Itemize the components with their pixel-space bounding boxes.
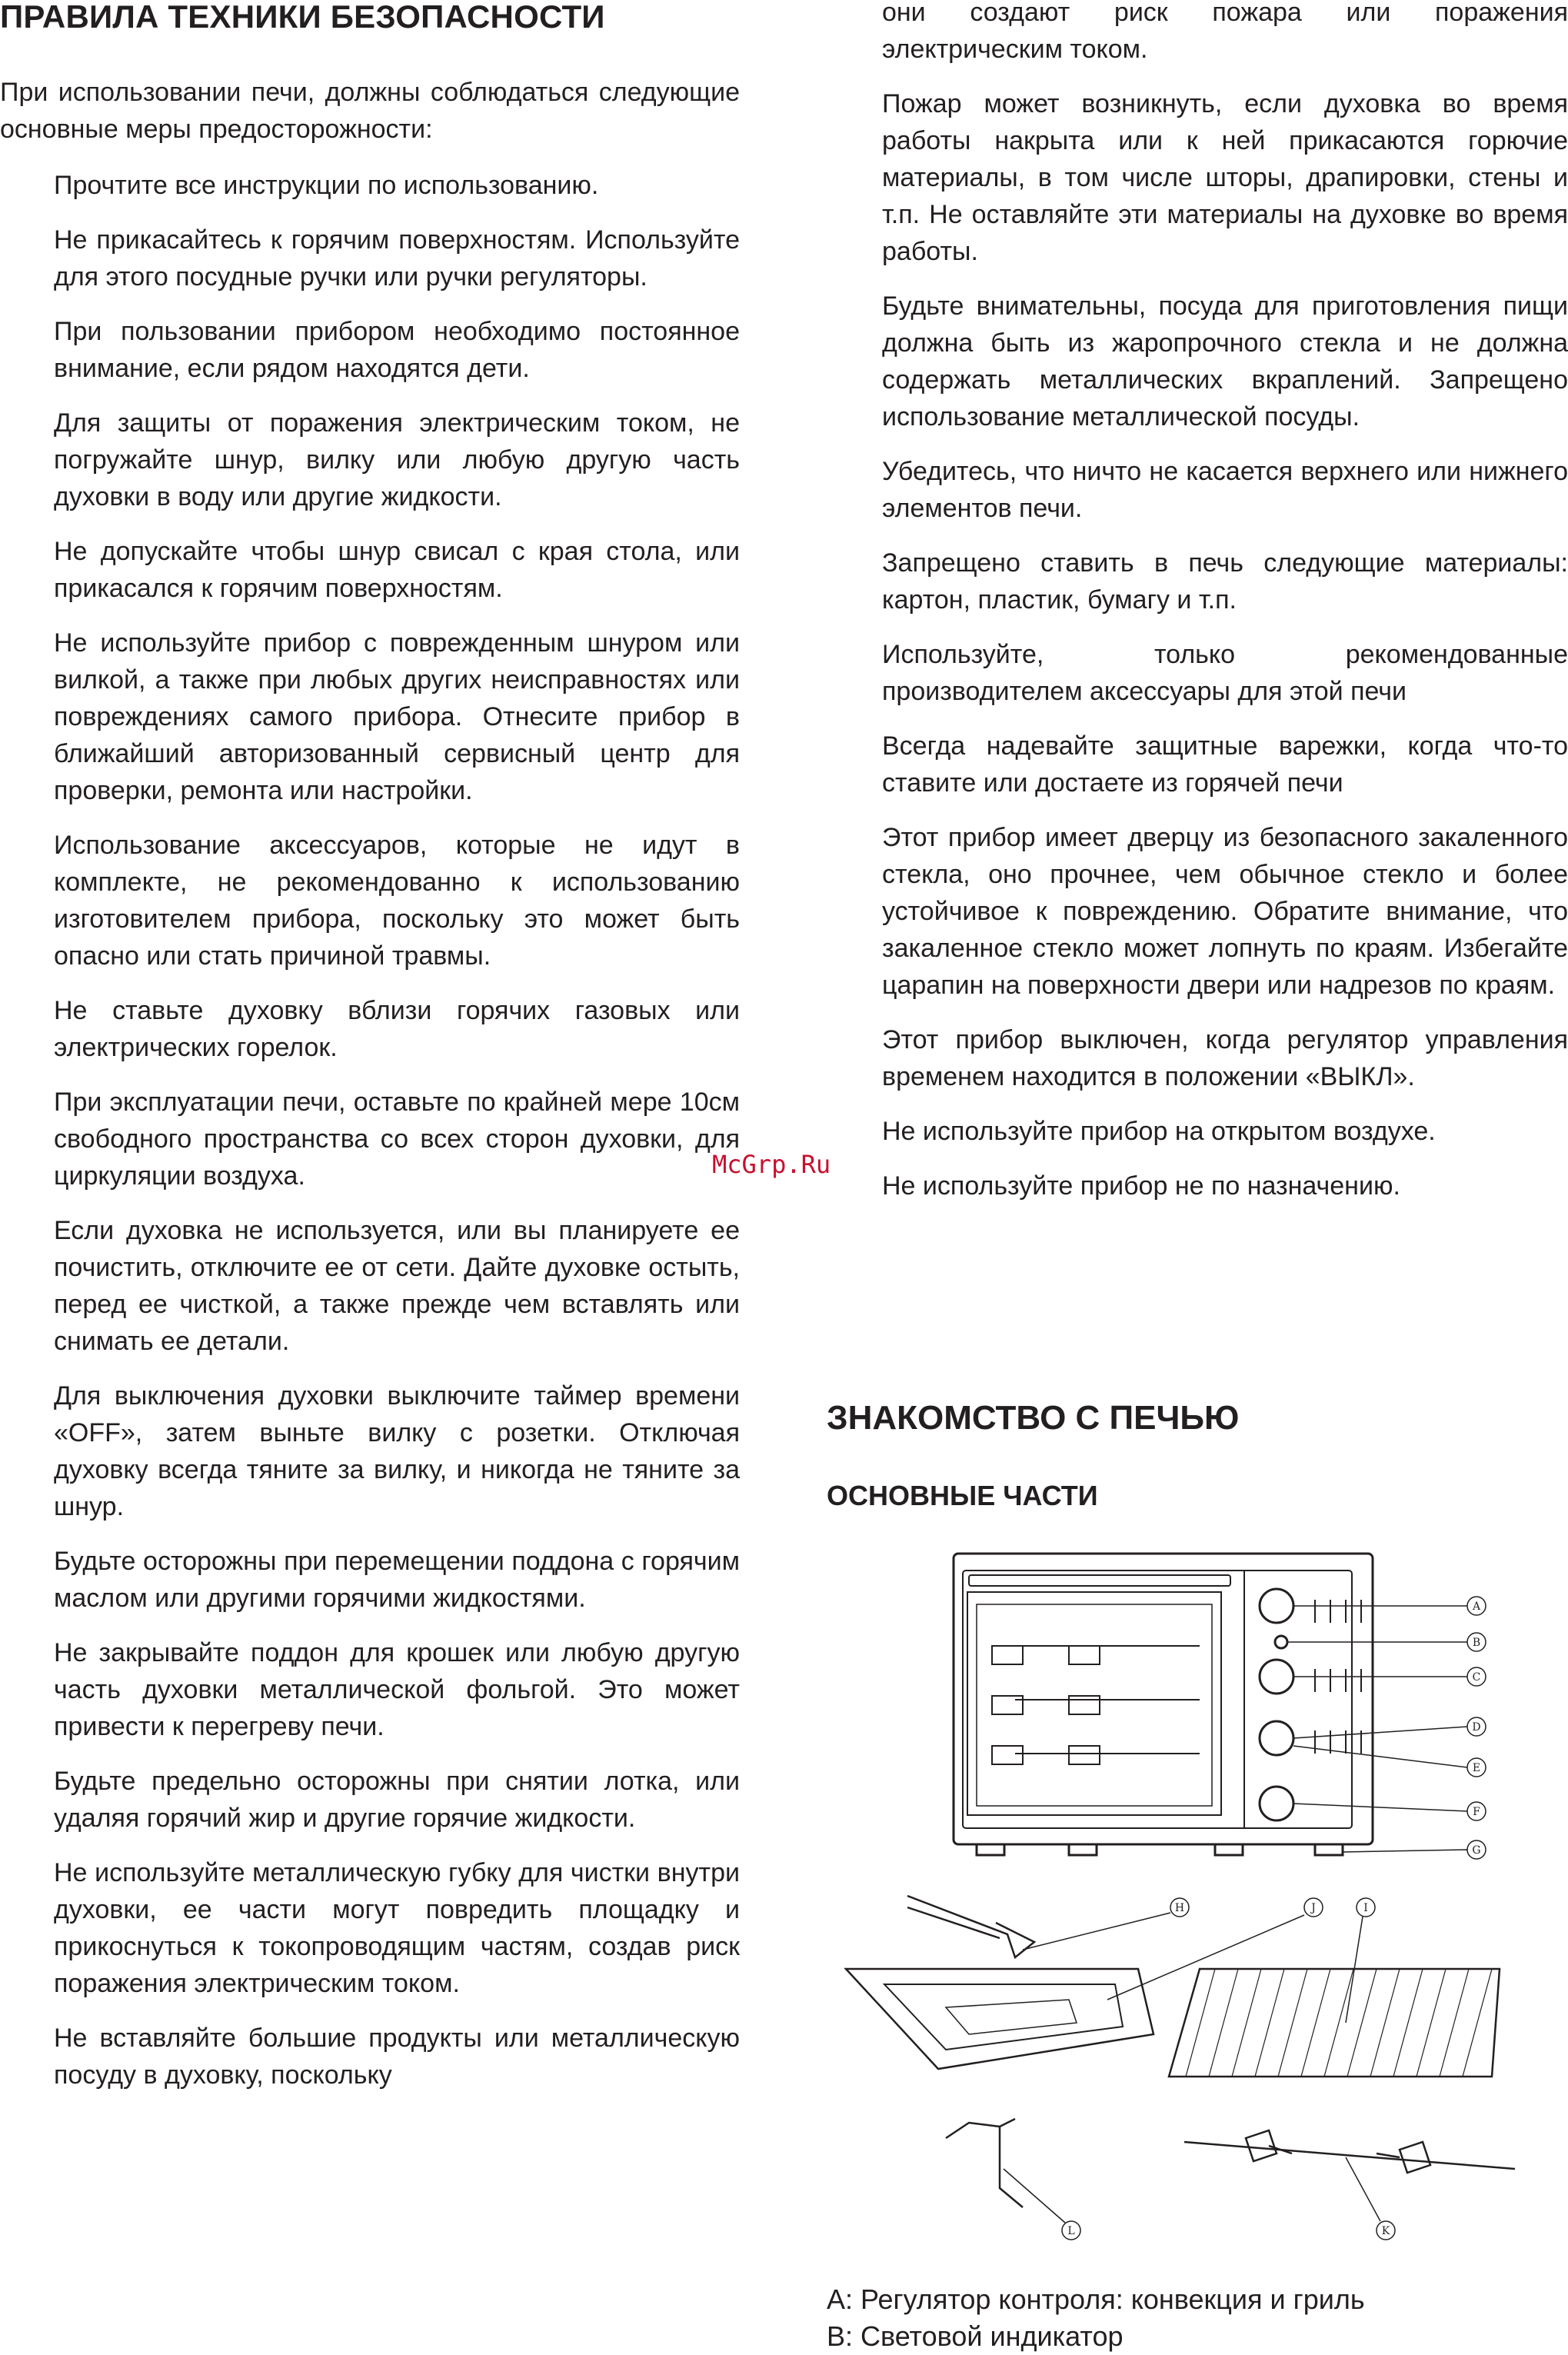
callout-l: L	[1067, 2225, 1075, 2237]
list-item: Будьте осторожны при перемещении поддона с горячим маслом или другими горячими жидкостями.	[54, 1547, 740, 1613]
section-subtitle: ОСНОВНЫЕ ЧАСТИ	[827, 1480, 1098, 1511]
list-item: Убедитесь, что ничто не касается верхнего или нижнего элементов печи.	[882, 457, 1568, 523]
rotisserie-fork-illustration	[907, 1896, 1189, 1957]
safety-title: ПРАВИЛА ТЕХНИКИ БЕЗОПАСНОСТИ	[0, 0, 605, 35]
list-item: Всегда надевайте защитные варежки, когда что-то ставите или достаете из горячей печи	[882, 731, 1568, 798]
callout-a: A	[1472, 1601, 1481, 1613]
right-column	[823, 0, 1568, 1222]
callout-e: E	[1472, 1762, 1481, 1774]
safety-list-right	[823, 0, 1568, 1204]
callout-c: C	[1472, 1671, 1481, 1684]
list-item: При эксплуатации печи, оставьте по крайней мере 10см свободного пространства со всех сторон духовки, для циркуляции воздуха.	[54, 1088, 740, 1191]
callout-d: D	[1472, 1721, 1481, 1734]
wire-rack-illustration	[1169, 1898, 1500, 2077]
safety-intro: При использовании печи, должны соблюдаться следующие основные меры предосторожности:	[0, 78, 740, 144]
list-item: Пожар может возникнуть, если духовка во время работы накрыта или к ней прикасаются горючие материалы, в том числе шторы, драпировки, стены и т.п. Не оставляйте эти материалы на духовке во время работы.	[882, 89, 1568, 266]
list-item: Будьте предельно осторожны при снятии лотка, или удаляя горячий жир и другие горячие жидкости.	[54, 1767, 740, 1833]
section-title: ЗНАКОМСТВО С ПЕЧЬЮ	[827, 1399, 1240, 1437]
legend-item: A: Регулятор контроля: конвекция и гриль	[827, 2283, 1365, 2315]
list-item: Не закрывайте поддон для крошек или любую другую часть духовки металлической фольгой. Это может привести к перегреву печи.	[54, 1638, 740, 1741]
indicator-b	[1275, 1636, 1287, 1648]
knob-d	[1260, 1721, 1293, 1755]
callout-j: J	[1311, 1902, 1316, 1914]
list-item: Запрещено ставить в печь следующие материалы: картон, пластик, бумагу и т.п.	[882, 548, 1568, 615]
oven-illustration	[954, 1554, 1373, 1855]
list-item: Не используйте прибор на открытом воздухе.	[882, 1117, 1436, 1146]
list-item: Прочтите все инструкции по использованию.	[54, 171, 599, 200]
knob-f	[1260, 1787, 1293, 1820]
list-item: Не используйте металлическую губку для чистки внутри духовки, ее части могут повредить площадку и прикоснуться к токопроводящим частям, создав риск поражения электрическим током.	[54, 1858, 740, 1998]
list-item: Этот прибор имеет дверцу из безопасного закаленного стекла, оно прочнее, чем обычное стекло и более устойчивое к повреждению. Обратите внимание, что закаленное стекло может лопнуть по краям. Избегайте царапин на поверхности двери или надрезов по краям.	[882, 823, 1568, 1000]
list-item: При пользовании прибором необходимо постоянное внимание, если рядом находятся дети.	[54, 317, 740, 383]
list-item: Использование аксессуаров, которые не идут в комплекте, не рекомендованно к использованию изготовителем прибора, поскольку это может быть опасно или стать причиной травмы.	[54, 831, 740, 971]
list-item: Для выключения духовки выключите таймер времени «OFF», затем выньте вилку с розетки. Отключая духовку всегда тяните за вилку, и никогда не тяните за шнур.	[54, 1381, 740, 1521]
list-item: Не используйте прибор не по назначению.	[882, 1171, 1400, 1201]
callout-g: G	[1472, 1844, 1481, 1857]
baking-tray-illustration	[846, 1898, 1323, 2069]
safety-list-left	[0, 167, 740, 2094]
list-item: Не ставьте духовку вблизи горячих газовых или электрических горелок.	[54, 996, 740, 1062]
list-item: Не используйте прибор с поврежденным шнуром или вилкой, а также при любых других неисправностях или повреждениях самого прибора. Отнесите прибор в ближайший авторизованный сервисный центр для проверки, ремонта или настройки.	[54, 628, 740, 805]
list-item: Используйте, только рекомендованные производителем аксессуары для этой печи	[882, 640, 1568, 706]
list-item: Не допускайте чтобы шнур свисал с края стола, или прикасался к горячим поверхностям.	[54, 537, 740, 603]
list-item: Если духовка не используется, или вы планируете ее почистить, отключите ее от сети. Дайте духовке остыть, перед ее чисткой, а также прежде чем вставлять или снимать ее детали.	[54, 1216, 740, 1356]
list-item: Будьте внимательны, посуда для приготовления пищи должна быть из жаропрочного стекла и не должна содержать металлических вкраплений. Запрещено использование металлической посуды.	[882, 291, 1568, 431]
knob-a	[1260, 1589, 1293, 1623]
watermark: McGrp.Ru	[712, 1150, 831, 1179]
list-item: Не прикасайтесь к горячим поверхностям. Используйте для этого посудные ручки или ручки регуляторы.	[54, 225, 740, 291]
callout-f: F	[1473, 1806, 1480, 1818]
callout-b: B	[1472, 1637, 1481, 1649]
list-item: Этот прибор выключен, когда регулятор управления временем находится в положении «ВЫКЛ».	[882, 1025, 1568, 1091]
rotisserie-spit-illustration	[1184, 2130, 1515, 2240]
rack-lifter-illustration	[946, 2119, 1080, 2240]
callout-i: I	[1363, 1902, 1368, 1914]
left-column	[0, 0, 740, 2111]
list-item-continuation: они создают риск пожара или поражения электрическим током.	[882, 0, 1568, 64]
knob-c	[1260, 1660, 1293, 1694]
callout-k: K	[1381, 2225, 1390, 2237]
callout-h: H	[1174, 1902, 1185, 1914]
parts-legend	[827, 2281, 1365, 2355]
list-item: Не вставляйте большие продукты или металлическую посуду в духовку, поскольку	[54, 2024, 740, 2090]
callout-labels	[1467, 1597, 1486, 1859]
list-item: Для защиты от поражения электрическим током, не погружайте шнур, вилку или любую другую часть духовки в воду или другие жидкости.	[54, 408, 740, 511]
legend-item: B: Световой индикатор	[827, 2320, 1124, 2352]
oven-parts-diagram	[815, 1538, 1530, 2246]
